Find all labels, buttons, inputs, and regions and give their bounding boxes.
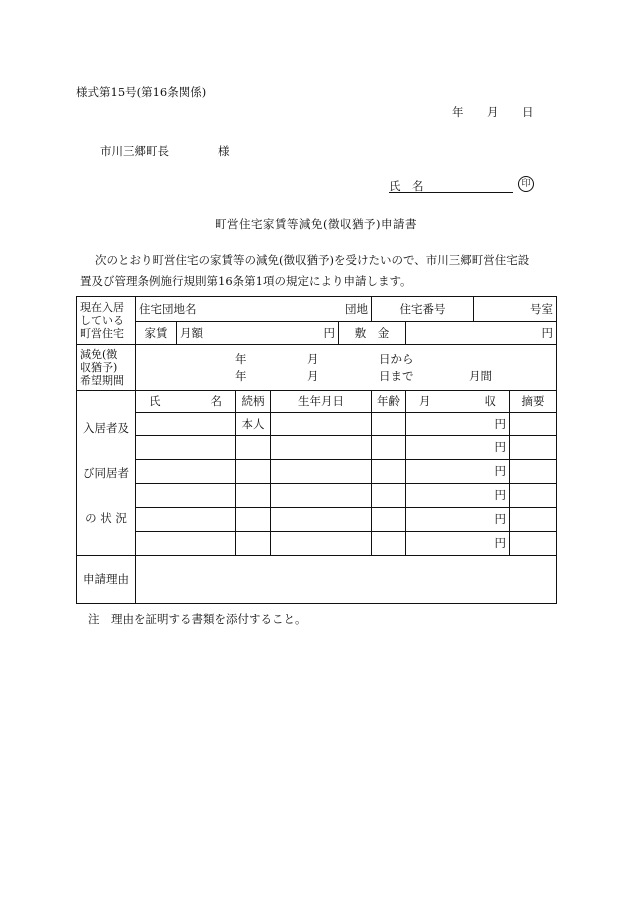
income-yen: 円	[494, 512, 506, 526]
income-yen: 円	[494, 416, 506, 431]
col-birth-header: 生年月日	[271, 391, 372, 413]
table-row	[77, 532, 557, 556]
attachment-note: 注 理由を証明する書類を添付すること。	[88, 612, 307, 626]
applicant-name-line	[389, 192, 513, 193]
date-line	[452, 104, 535, 120]
resident-birth-cell[interactable]	[271, 436, 372, 460]
period-label: 減免(徴 収猶予) 希望期間	[77, 345, 136, 391]
resident-income-cell[interactable]	[406, 484, 510, 508]
date-day: 日	[522, 105, 535, 119]
period-to-month: 月	[307, 368, 319, 383]
addressee: 市川三郷町長	[100, 144, 169, 158]
resident-birth-cell[interactable]	[271, 484, 372, 508]
resident-relation-cell: 本人	[236, 413, 271, 436]
resident-birth-cell[interactable]	[271, 508, 372, 532]
income-yen: 円	[494, 536, 506, 550]
intro-line-2: 置及び管理条例施行規則第16条第1項の規定により申請します。	[80, 274, 412, 288]
unit-number-label: 住宅番号	[372, 297, 474, 322]
resident-relation-cell[interactable]	[236, 436, 271, 460]
deposit-label: 敷 金	[339, 322, 406, 345]
resident-age-cell[interactable]	[372, 508, 406, 532]
resident-income-cell[interactable]	[406, 436, 510, 460]
col-relation-header: 続柄	[236, 391, 271, 413]
period-from-year: 年	[235, 351, 247, 366]
period-months: 月間	[469, 368, 492, 383]
unit-suffix: 号室	[530, 301, 553, 316]
current-housing-label: 現在入居 している 町営住宅	[77, 297, 136, 345]
period-from-month: 月	[307, 351, 319, 366]
col-income-header: 月 収	[406, 391, 510, 413]
resident-relation-cell[interactable]	[236, 508, 271, 532]
reason-label: 申請理由	[77, 556, 136, 604]
resident-name-cell[interactable]	[136, 413, 236, 436]
resident-name-cell[interactable]	[136, 460, 236, 484]
resident-income-cell[interactable]	[406, 532, 510, 556]
monthly-label: 月額	[180, 325, 203, 340]
resident-remarks-cell[interactable]	[510, 484, 557, 508]
period-from-day: 日から	[379, 351, 414, 366]
period-cell[interactable]	[136, 345, 557, 391]
resident-income-cell[interactable]	[406, 413, 510, 436]
rent-yen: 円	[323, 325, 335, 340]
date-month: 月	[487, 105, 500, 119]
date-year: 年	[452, 105, 465, 119]
table-row	[77, 508, 557, 532]
table-row	[77, 413, 557, 436]
resident-age-cell[interactable]	[372, 460, 406, 484]
period-to-year: 年	[235, 368, 247, 383]
residents-label: 入居者及 び同居者 の 状 況	[77, 391, 136, 556]
rent-label: 家賃	[136, 322, 177, 345]
table-row	[77, 460, 557, 484]
resident-age-cell[interactable]	[372, 436, 406, 460]
resident-age-cell[interactable]	[372, 413, 406, 436]
applicant-name-label: 氏 名	[389, 179, 424, 193]
table-row	[77, 484, 557, 508]
seal-icon: 印	[518, 176, 534, 192]
resident-remarks-cell[interactable]	[510, 460, 557, 484]
resident-remarks-cell[interactable]	[510, 532, 557, 556]
resident-name-cell[interactable]	[136, 436, 236, 460]
resident-birth-cell[interactable]	[271, 532, 372, 556]
resident-birth-cell[interactable]	[271, 413, 372, 436]
complex-name-label: 住宅団地名	[139, 301, 197, 316]
table-row	[77, 436, 557, 460]
resident-remarks-cell[interactable]	[510, 413, 557, 436]
resident-relation-cell[interactable]	[236, 532, 271, 556]
deposit-yen: 円	[541, 325, 553, 340]
unit-number-cell[interactable]	[474, 297, 557, 322]
col-age-header: 年齢	[372, 391, 406, 413]
monthly-rent-cell[interactable]	[177, 322, 339, 345]
resident-remarks-cell[interactable]	[510, 508, 557, 532]
deposit-cell[interactable]	[406, 322, 557, 345]
honorific: 様	[218, 144, 230, 158]
resident-relation-cell[interactable]	[236, 460, 271, 484]
col-remarks-header: 摘要	[510, 391, 557, 413]
resident-name-cell[interactable]	[136, 532, 236, 556]
application-table	[76, 296, 557, 604]
document-title: 町営住宅家賃等減免(徴収猶予)申請書	[215, 217, 417, 231]
intro-line-1: 次のとおり町営住宅の家賃等の減免(徴収猶予)を受けたいので、市川三郷町営住宅設	[95, 253, 530, 267]
resident-age-cell[interactable]	[372, 532, 406, 556]
resident-age-cell[interactable]	[372, 484, 406, 508]
income-yen: 円	[494, 488, 506, 502]
complex-suffix: 団地	[345, 301, 368, 316]
resident-name-cell[interactable]	[136, 484, 236, 508]
resident-remarks-cell[interactable]	[510, 436, 557, 460]
form-number: 様式第15号(第16条関係)	[76, 85, 207, 99]
reason-cell[interactable]	[136, 556, 557, 604]
income-yen: 円	[494, 440, 506, 454]
complex-name-cell[interactable]	[136, 297, 372, 322]
period-to-day: 日まで	[379, 368, 414, 383]
col-name-header: 氏 名	[136, 391, 236, 413]
resident-income-cell[interactable]	[406, 460, 510, 484]
resident-birth-cell[interactable]	[271, 460, 372, 484]
income-yen: 円	[494, 464, 506, 478]
resident-relation-cell[interactable]	[236, 484, 271, 508]
resident-name-cell[interactable]	[136, 508, 236, 532]
resident-income-cell[interactable]	[406, 508, 510, 532]
